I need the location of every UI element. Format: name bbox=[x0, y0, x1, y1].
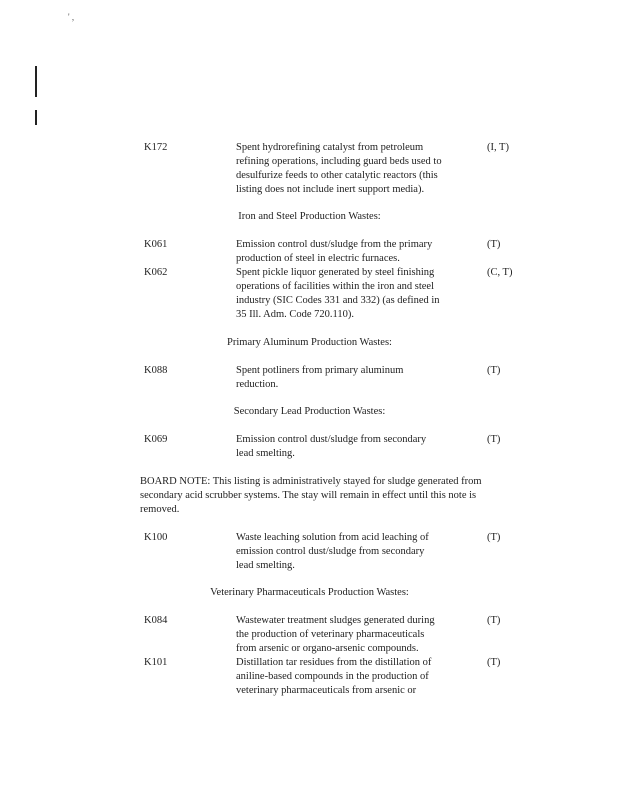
description-line: 35 Ill. Adm. Code 720.110). bbox=[236, 309, 355, 320]
waste-description bbox=[236, 531, 481, 573]
waste-code: K088 bbox=[144, 365, 168, 376]
description-line: veterinary pharmaceuticals from arsenic or bbox=[236, 685, 417, 696]
hazard-code: (C, T) bbox=[487, 267, 513, 278]
waste-code: K101 bbox=[144, 657, 168, 668]
description-line: Waste leaching solution from acid leaching of bbox=[236, 532, 429, 543]
description-line: reduction. bbox=[236, 379, 279, 390]
description-line: desulfurize feeds to other catalytic reactors (this bbox=[236, 170, 438, 181]
revision-bar bbox=[35, 66, 37, 97]
note-line: removed. bbox=[140, 504, 180, 515]
hazard-code: (T) bbox=[487, 365, 501, 376]
board-note bbox=[140, 475, 540, 517]
description-line: production of steel in electric furnaces. bbox=[236, 253, 400, 264]
description-line: Distillation tar residues from the distillation of bbox=[236, 657, 432, 668]
description-line: Emission control dust/sludge from secondary bbox=[236, 434, 427, 445]
section-heading: Primary Aluminum Production Wastes: bbox=[227, 337, 392, 348]
hazard-code: (I, T) bbox=[487, 142, 509, 153]
description-line: Spent hydrorefining catalyst from petroleum bbox=[236, 142, 424, 153]
page-corner-mark: ' , bbox=[68, 12, 75, 22]
hazard-code: (T) bbox=[487, 657, 501, 668]
description-line: Spent potliners from primary aluminum bbox=[236, 365, 404, 376]
waste-description bbox=[236, 364, 481, 392]
description-line: from arsenic or organo-arsenic compounds. bbox=[236, 643, 419, 654]
section-heading: Iron and Steel Production Wastes: bbox=[238, 211, 381, 222]
description-line: operations of facilities within the iron and steel bbox=[236, 281, 434, 292]
section-heading: Veterinary Pharmaceuticals Production Wastes: bbox=[210, 587, 409, 598]
waste-code: K172 bbox=[144, 142, 168, 153]
section-heading: Secondary Lead Production Wastes: bbox=[233, 406, 386, 417]
waste-code: K062 bbox=[144, 267, 168, 278]
description-line: Spent pickle liquor generated by steel finishing bbox=[236, 267, 435, 278]
waste-description bbox=[236, 266, 481, 322]
waste-description bbox=[236, 656, 481, 698]
hazard-code: (T) bbox=[487, 615, 501, 626]
hazard-code: (T) bbox=[487, 239, 501, 250]
waste-description bbox=[236, 141, 481, 197]
waste-description bbox=[236, 238, 481, 266]
waste-code: K061 bbox=[144, 239, 168, 250]
description-line: lead smelting. bbox=[236, 560, 295, 571]
waste-description bbox=[236, 433, 481, 461]
waste-code: K084 bbox=[144, 615, 168, 626]
waste-description bbox=[236, 614, 481, 656]
description-line: industry (SIC Codes 331 and 332) (as defined in bbox=[236, 295, 440, 306]
revision-bar bbox=[35, 110, 37, 125]
description-line: emission control dust/sludge from secondary bbox=[236, 546, 425, 557]
note-line: BOARD NOTE: This listing is administratively stayed for sludge generated from bbox=[140, 476, 482, 487]
description-line: the production of veterinary pharmaceuticals bbox=[236, 629, 425, 640]
hazard-code: (T) bbox=[487, 434, 501, 445]
note-line: secondary acid scrubber systems. The stay will remain in effect until this note is bbox=[140, 490, 477, 501]
hazard-code: (T) bbox=[487, 532, 501, 543]
description-line: aniline-based compounds in the production of bbox=[236, 671, 429, 682]
description-line: Emission control dust/sludge from the primary bbox=[236, 239, 433, 250]
waste-code: K100 bbox=[144, 532, 168, 543]
description-line: listing does not include inert support media). bbox=[236, 184, 425, 195]
description-line: Wastewater treatment sludges generated during bbox=[236, 615, 435, 626]
description-line: lead smelting. bbox=[236, 448, 295, 459]
description-line: refining operations, including guard beds used to bbox=[236, 156, 442, 167]
waste-code: K069 bbox=[144, 434, 168, 445]
